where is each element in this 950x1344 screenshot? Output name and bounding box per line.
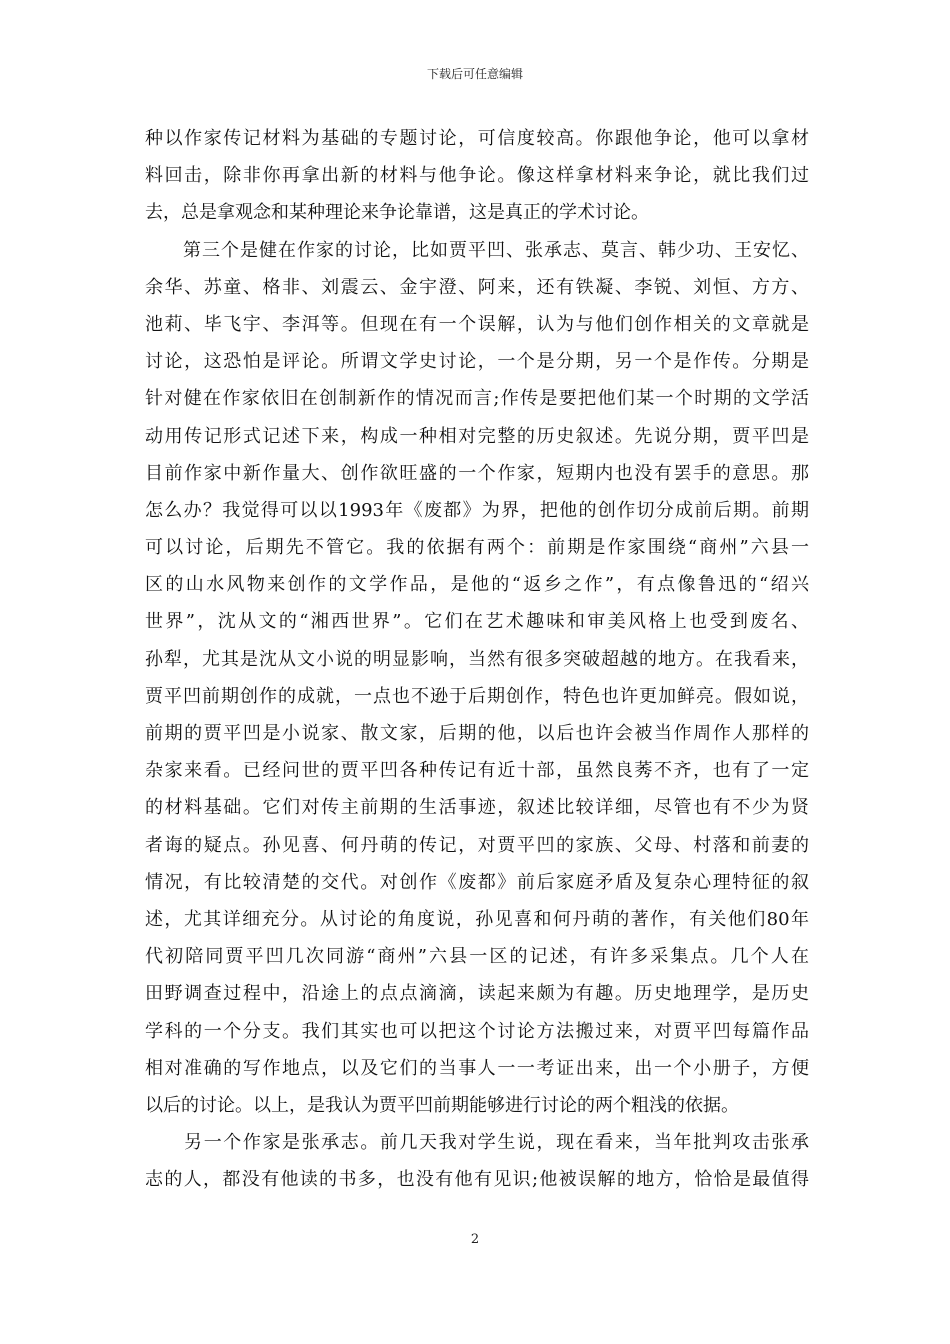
text-line: 杂家来看。已经问世的贾平凹各种传记有近十部，虽然良莠不齐，也有了一定 (145, 760, 809, 782)
text-line: 针对健在作家依旧在创制新作的情况而言;作传是要把他们某一个时期的文学活 (145, 388, 809, 410)
text-line: 述，尤其详细充分。从讨论的角度说，孙见喜和何丹萌的著作，有关他们80年 (145, 908, 809, 930)
text-line: 去，总是拿观念和某种理论来争论靠谱，这是真正的学术讨论。 (145, 202, 649, 224)
text-line: 学科的一个分支。我们其实也可以把这个讨论方法搬过来，对贾平凹每篇作品 (145, 1020, 809, 1042)
text-line: 目前作家中新作量大、创作欲旺盛的一个作家，短期内也没有罢手的意思。那 (145, 462, 809, 484)
text-line: 者诲的疑点。孙见喜、何丹萌的传记，对贾平凹的家族、父母、村落和前妻的 (145, 834, 809, 856)
text-line: 动用传记形式记述下来，构成一种相对完整的历史叙述。先说分期，贾平凹是 (145, 425, 809, 447)
text-line: 种以作家传记材料为基础的专题讨论，可信度较高。你跟他争论，他可以拿材 (145, 128, 809, 149)
text-line: 贾平凹前期创作的成就，一点也不逊于后期创作，特色也许更加鲜亮。假如说， (145, 685, 809, 707)
text-line: 代初陪同贾平凹几次同游“商州”六县一区的记述，有许多采集点。几个人在 (145, 946, 809, 968)
text-line: 池莉、毕飞宇、李洱等。但现在有一个误解，认为与他们创作相关的文章就是 (145, 313, 809, 335)
page-header: 下载后可任意编辑 (426, 67, 523, 81)
body-text (145, 120, 809, 1198)
text-line: 相对准确的写作地点，以及它们的当事人一一考证出来，出一个小册子，方便 (145, 1057, 809, 1079)
text-line: 可以讨论，后期先不管它。我的依据有两个：前期是作家围绕“商州”六县一 (145, 537, 809, 559)
text-line: 讨论，这恐怕是评论。所谓文学史讨论，一个是分期，另一个是作传。分期是 (145, 351, 809, 373)
text-line: 孙犁，尤其是沈从文小说的明显影响，当然有很多突破超越的地方。在我看来， (145, 648, 809, 670)
text-line: 第三个是健在作家的讨论，比如贾平凹、张承志、莫言、韩少功、王安忆、 (145, 239, 809, 261)
text-line: 另一个作家是张承志。前几天我对学生说，现在看来，当年批判攻击张承 (145, 1132, 809, 1154)
text-line: 情况，有比较清楚的交代。对创作《废都》前后家庭矛盾及复杂心理特征的叙 (145, 871, 809, 893)
text-line: 料回击，除非你再拿出新的材料与他争论。像这样拿材料来争论，就比我们过 (145, 165, 809, 187)
text-line: 余华、苏童、格非、刘震云、金宇澄、阿来，还有铁凝、李锐、刘恒、方方、 (145, 276, 809, 298)
text-line: 怎么办？我觉得可以以1993年《废都》为界，把他的创作切分成前后期。前期 (145, 499, 809, 521)
text-line: 以后的讨论。以上，是我认为贾平凹前期能够进行讨论的两个粗浅的依据。 (145, 1094, 739, 1116)
text-line: 志的人，都没有他读的书多，也没有他有见识;他被误解的地方，恰恰是最值得 (145, 1169, 809, 1191)
text-line: 田野调查过程中，沿途上的点点滴滴，读起来颇为有趣。历史地理学，是历史 (145, 983, 809, 1005)
text-line: 前期的贾平凹是小说家、散文家，后期的他，以后也许会被当作周作人那样的 (145, 723, 809, 744)
text-line: 的材料基础。它们对传主前期的生活事迹，叙述比较详细，尽管也有不少为贤 (145, 797, 809, 819)
text-line: 区的山水风物来创作的文学作品，是他的“返乡之作”，有点像鲁迅的“绍兴 (145, 574, 809, 596)
text-line: 世界”，沈从文的“湘西世界”。它们在艺术趣味和审美风格上也受到废名、 (145, 611, 809, 633)
page-number: 2 (470, 1232, 480, 1247)
